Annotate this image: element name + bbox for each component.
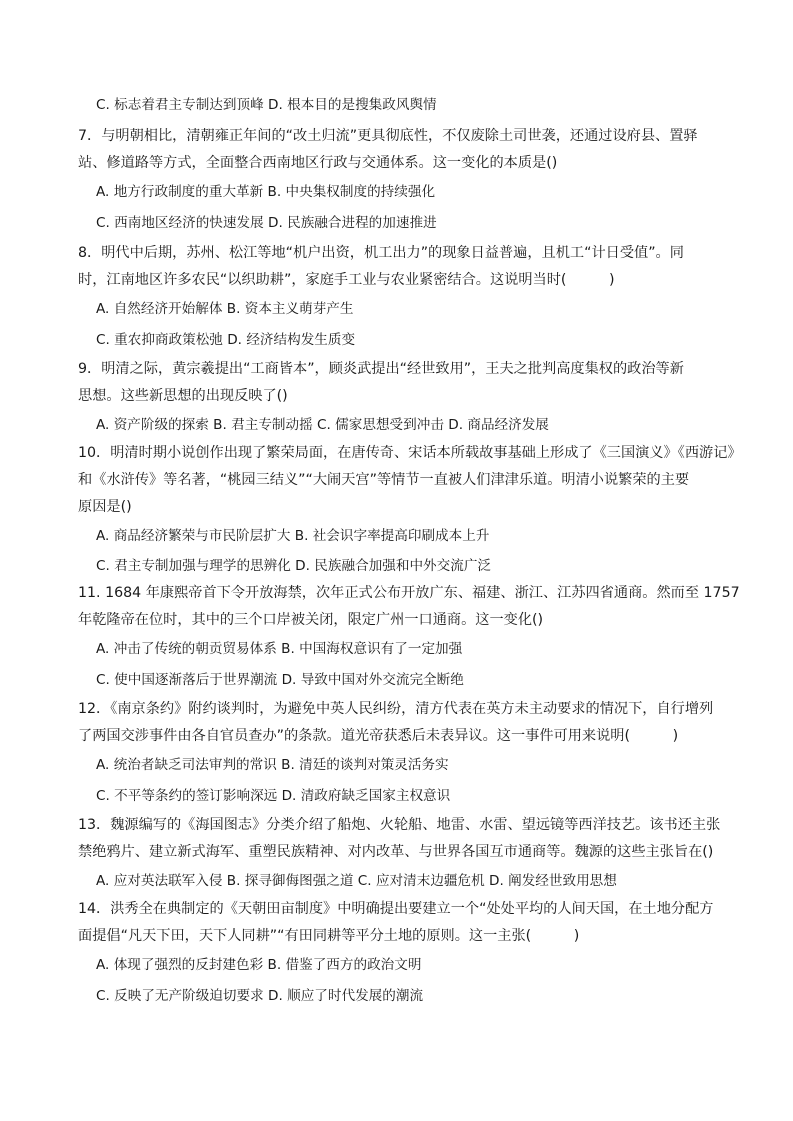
question-9-stem-cont: 思想。这些新思想的出现反映了() [78,388,288,404]
question-9-options: A. 资产阶级的探索 B. 君主专制动摇 C. 儒家思想受到冲击 D. 商品经济发展 [96,417,549,433]
question-11-option-cd: C. 使中国逐渐落后于世界潮流 D. 导致中国对外交流完全断绝 [96,672,464,688]
question-14-option-cd: C. 反映了无产阶级迫切要求 D. 顺应了时代发展的潮流 [96,988,424,1004]
question-8-option-ab: A. 自然经济开始解体 B. 资本主义萌芽产生 [96,301,354,317]
question-11-option-ab: A. 冲击了传统的朝贡贸易体系 B. 中国海权意识有了一定加强 [96,641,463,657]
question-10-option-ab: A. 商品经济繁荣与市民阶层扩大 B. 社会识字率提高印刷成本上升 [96,528,490,544]
question-12-stem-cont: 了两国交涉事件由各自官员查办”的条款。道光帝获悉后未表异议。这一事件可用来说明( ) [78,728,679,744]
option-line: C. 标志着君主专制达到顶峰 D. 根本目的是搜集政风舆情 [96,97,437,113]
question-7-option-cd: C. 西南地区经济的快速发展 D. 民族融合进程的加速推进 [96,215,437,231]
question-12-stem: 12．《南京条约》附约谈判时，为避免中英人民纠纷，清方代表在英方未主动要求的情况下，自行增列 [78,701,714,717]
question-10-stem-cont: 和《水浒传》等名著，“桃园三结义”“大闹天宫”等情节一直被人们津津乐道。明清小说繁荣的主要 [78,472,690,488]
question-8-stem-cont: 时，江南地区许多农民“以织助耕”，家庭手工业与农业紧密结合。这说明当时( ) [78,272,615,288]
question-7-stem: 7．与明朝相比，清朝雍正年间的“改土归流”更具彻底性，不仅废除土司世袭，还通过设府县、置驿 [78,128,698,144]
question-13-stem-cont: 禁绝鸦片、建立新式海军、重塑民族精神、对内改革、与世界各国互市通商等。魏源的这些主张旨在() [78,844,714,860]
question-13-stem: 13．魏源编写的《海国图志》分类介绍了船炮、火轮船、地雷、水雷、望远镜等西洋技艺。该书还主张 [78,817,721,833]
question-10-stem-cont-2: 原因是() [78,499,132,515]
question-9-stem: 9．明清之际，黄宗羲提出“工商皆本”，顾炎武提出“经世致用”，王夫之批判高度集权的政治等新 [78,361,684,377]
question-11-stem-cont: 年乾隆帝在位时，其中的三个口岸被关闭，限定广州一口通商。这一变化() [78,612,544,628]
question-14-option-ab: A. 体现了强烈的反封建色彩 B. 借鉴了西方的政治文明 [96,957,422,973]
question-8-option-cd: C. 重农抑商政策松弛 D. 经济结构发生质变 [96,332,356,348]
question-11-stem: 11. 1684 年康熙帝首下令开放海禁，次年正式公布开放广东、福建、浙江、江苏四省通商。然而至 1757 [78,585,740,601]
question-14-stem: 14．洪秀全在典制定的《天朝田亩制度》中明确提出要建立一个“处处平均的人间天国，在土地分配方 [78,901,714,917]
question-12-option-ab: A. 统治者缺乏司法审判的常识 B. 清廷的谈判对策灵活务实 [96,757,449,773]
question-8-stem: 8．明代中后期，苏州、松江等地“机户出资，机工出力”的现象日益普遍，且机工“计日受值”。同 [78,245,684,261]
question-14-stem-cont: 面提倡“凡天下田，天下人同耕”“有田同耕等平分土地的原则。这一主张( ) [78,928,580,944]
question-7-option-ab: A. 地方行政制度的重大革新 B. 中央集权制度的持续强化 [96,184,436,200]
question-12-option-cd: C. 不平等条约的签订影响深远 D. 清政府缺乏国家主权意识 [96,788,451,804]
question-10-option-cd: C. 君主专制加强与理学的思辨化 D. 民族融合加强和中外交流广泛 [96,558,491,574]
question-13-options: A. 应对英法联军入侵 B. 探寻御侮图强之道 C. 应对清末边疆危机 D. 阐发经世致用思想 [96,873,617,889]
question-7-stem-cont: 站、修道路等方式，全面整合西南地区行政与交通体系。这一变化的本质是() [78,155,558,171]
question-10-stem: 10．明清时期小说创作出现了繁荣局面，在唐传奇、宋话本所载故事基础上形成了《三国演义》《西游记》 [78,445,742,461]
